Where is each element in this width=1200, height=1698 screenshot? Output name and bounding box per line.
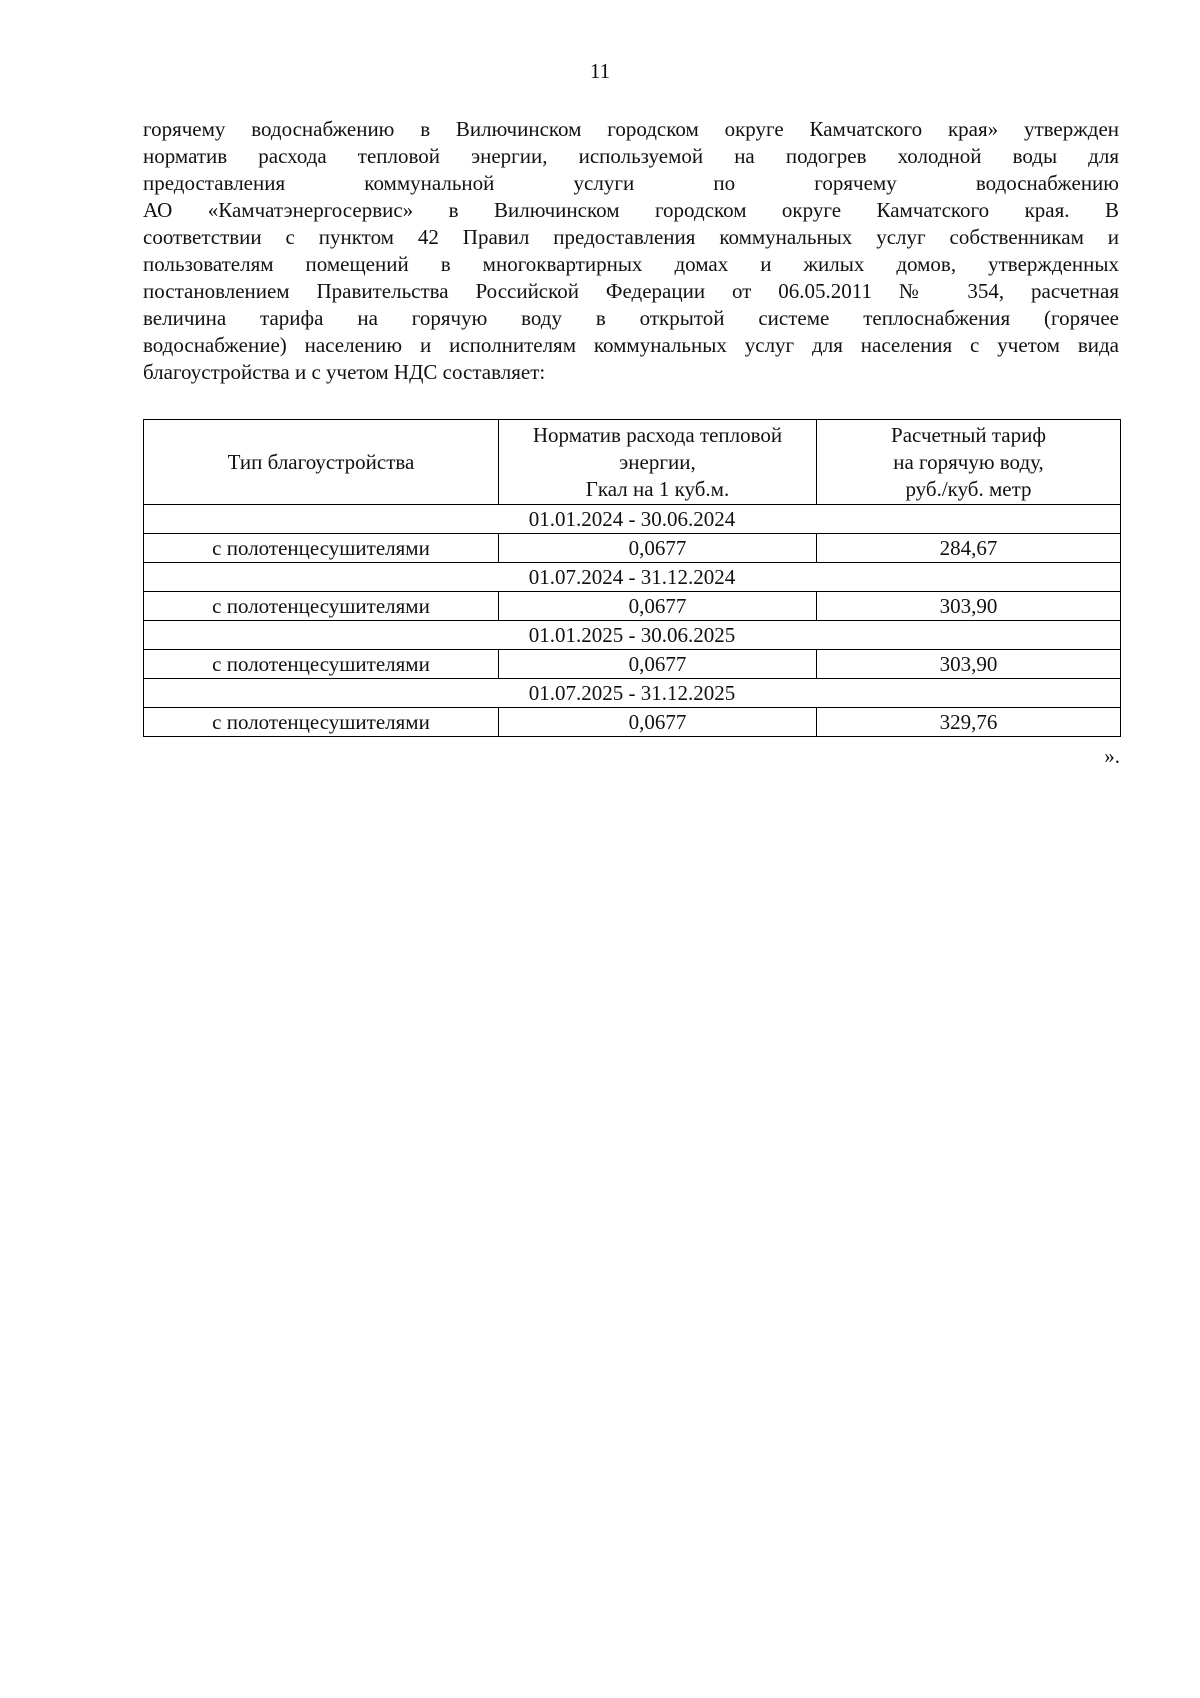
header-norm (499, 420, 817, 505)
paragraph-line: норматив расхода тепловой энергии, используемой на подогрев холодной воды для (143, 144, 1119, 168)
type-cell: с полотенцесушителями (144, 708, 499, 737)
header-tariff-line: на горячую воду, (893, 449, 1044, 474)
tariff-cell: 284,67 (817, 534, 1121, 563)
paragraph-line: постановлением Правительства Российской Федерации от 06.05.2011 № 354, расчетная (143, 279, 1119, 303)
norm-cell: 0,0677 (499, 592, 817, 621)
tariff-cell: 303,90 (817, 592, 1121, 621)
period-cell: 01.07.2024 - 31.12.2024 (144, 563, 1121, 592)
header-tariff-line: руб./куб. метр (905, 476, 1032, 501)
norm-cell: 0,0677 (499, 708, 817, 737)
tariff-table (143, 419, 1121, 737)
header-norm-line: Гкал на 1 куб.м. (585, 476, 730, 501)
tariff-cell: 329,76 (817, 708, 1121, 737)
page-number: 11 (589, 59, 611, 83)
tariff-cell: 303,90 (817, 650, 1121, 679)
period-row (144, 679, 1121, 708)
type-cell: с полотенцесушителями (144, 534, 499, 563)
paragraph-line: водоснабжение) населению и исполнителям коммунальных услуг для населения с учетом вида (143, 333, 1119, 357)
paragraph-line: АО «Камчатэнергосервис» в Вилючинском городском округе Камчатского края. В (143, 198, 1119, 222)
paragraph-line: величина тарифа на горячую воду в открытой системе теплоснабжения (горячее (143, 306, 1119, 330)
type-cell: с полотенцесушителями (144, 650, 499, 679)
period-row (144, 563, 1121, 592)
type-cell: с полотенцесушителями (144, 592, 499, 621)
table-header-row (144, 420, 1121, 505)
table-row (144, 708, 1121, 737)
period-cell: 01.01.2024 - 30.06.2024 (144, 505, 1121, 534)
paragraph-line: горячему водоснабжению в Вилючинском городском округе Камчатского края» утвержден (143, 117, 1119, 141)
paragraph-line: пользователям помещений в многоквартирных домах и жилых домов, утвержденных (143, 252, 1119, 276)
header-tariff (817, 420, 1121, 505)
period-row (144, 505, 1121, 534)
header-tariff-line: Расчетный тариф (891, 422, 1046, 447)
table-row (144, 592, 1121, 621)
paragraph-line: соответствии с пунктом 42 Правил предоставления коммунальных услуг собственникам и (143, 225, 1119, 249)
header-norm-line: Норматив расхода тепловой (532, 422, 783, 447)
period-cell: 01.07.2025 - 31.12.2025 (144, 679, 1121, 708)
body-paragraph (143, 116, 1119, 386)
period-cell: 01.01.2025 - 30.06.2025 (144, 621, 1121, 650)
header-norm-line: энергии, (619, 449, 696, 474)
table-row (144, 650, 1121, 679)
paragraph-line: предоставления коммунальной услуги по горячему водоснабжению (143, 171, 1119, 195)
closing-quote: ». (1104, 744, 1120, 768)
norm-cell: 0,0677 (499, 650, 817, 679)
header-type: Тип благоустройства (144, 420, 499, 505)
paragraph-line: благоустройства и с учетом НДС составляет: (143, 360, 546, 384)
period-row (144, 621, 1121, 650)
norm-cell: 0,0677 (499, 534, 817, 563)
table-row (144, 534, 1121, 563)
